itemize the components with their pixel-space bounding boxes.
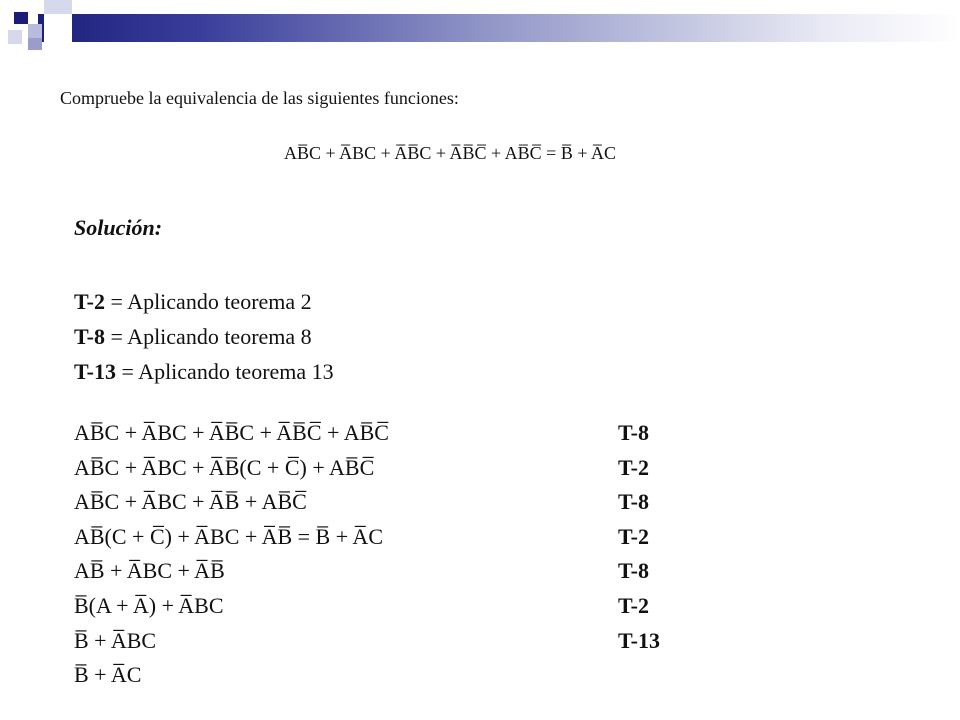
step-rule: T-2 [618,523,649,549]
step-row [74,628,694,663]
step-row [74,489,694,524]
step-row [74,455,694,490]
legend-text: = Aplicando teorema 8 [104,324,312,349]
step-rule: T-8 [618,558,649,584]
header-gradient-bar [38,14,960,42]
step-row [74,662,694,697]
step-expression: B̅ + A̅BC [74,627,157,653]
step-expression: AB̅ + A̅BC + A̅B̅ [74,558,225,584]
legend-code: T-2 [74,289,105,314]
theorem-legend [74,284,334,389]
header-decor-square [44,0,72,14]
step-rule: T-2 [618,454,649,480]
header-decor-square [8,30,22,44]
step-expression: AB̅(C + C̅) + A̅BC + A̅B̅ = B̅ + A̅C [74,523,383,549]
step-row [74,420,694,455]
step-rule: T-2 [618,592,649,618]
header-decor-square [14,12,28,24]
legend-code: T-13 [74,359,116,384]
legend-text: = Aplicando teorema 2 [104,289,312,314]
intro-text: Compruebe la equivalencia de las siguientes funciones: [60,88,459,108]
legend-code: T-8 [74,324,105,349]
legend-item [74,319,334,354]
step-row [74,593,694,628]
header-decor-square [28,24,42,38]
step-row [74,524,694,559]
step-expression: B̅ + A̅C [74,662,142,688]
step-expression: AB̅C + A̅BC + A̅B̅(C + C̅) + AB̅C̅ [74,454,375,480]
solution-title: Solución: [74,215,163,240]
step-rule: T-13 [618,627,660,653]
header-decor-square [28,38,42,50]
step-expression: AB̅C + A̅BC + A̅B̅ + AB̅C̅ [74,489,307,515]
legend-text: = Aplicando teorema 13 [115,359,334,384]
top-equation: AB̅C + A̅BC + A̅B̅C + A̅B̅C̅ + AB̅C̅ = B̅ + A̅C [283,143,616,163]
step-expression: AB̅C + A̅BC + A̅B̅C + A̅B̅C̅ + AB̅C̅ [74,420,389,445]
header-decor-square [44,14,72,42]
step-row [74,558,694,593]
step-expression: B̅(A + A̅) + A̅BC [74,592,224,618]
solution-steps [74,420,694,697]
legend-item [74,284,334,319]
legend-item [74,354,334,389]
step-rule: T-8 [618,420,649,445]
step-rule: T-8 [618,489,649,515]
